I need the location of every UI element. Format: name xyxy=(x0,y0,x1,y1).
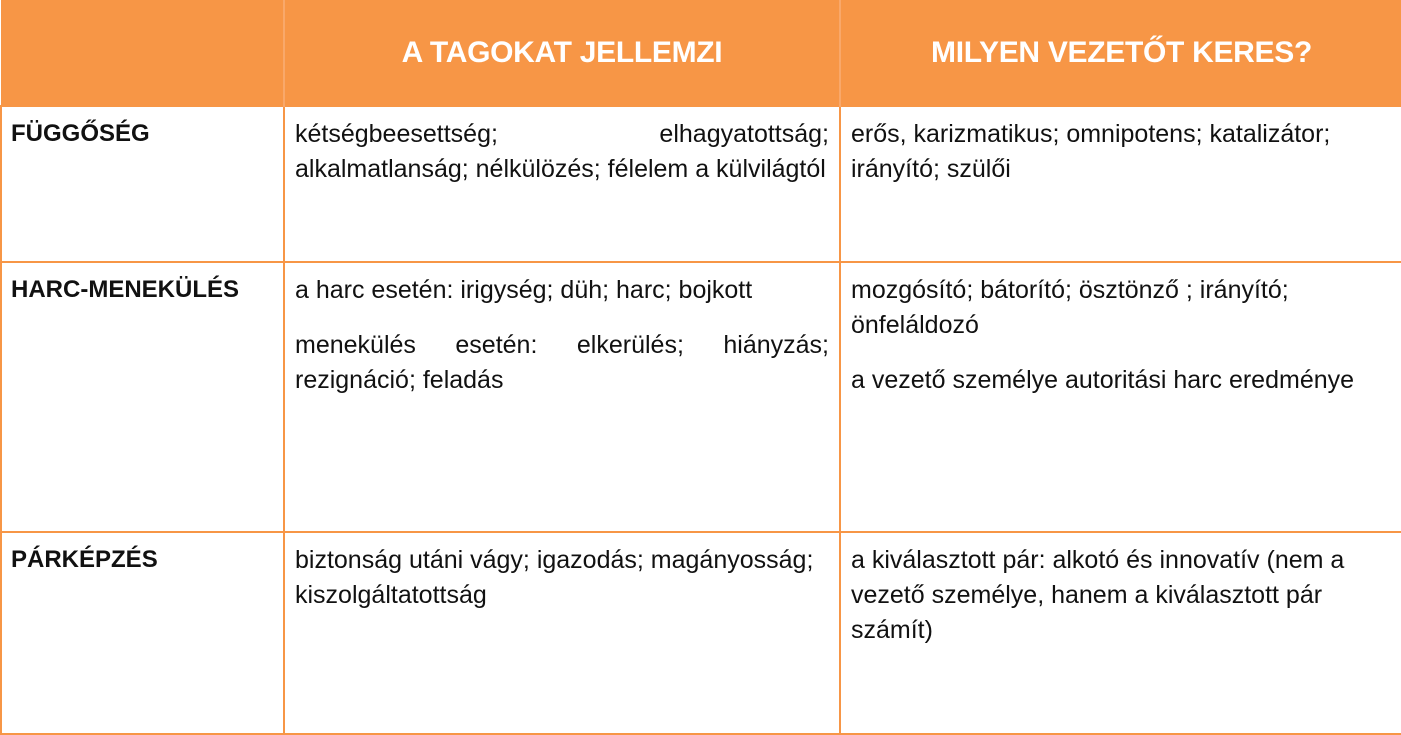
cell-text: mozgósító; bátorító; ösztönző ; irányító; önfeláldozó xyxy=(851,276,1289,339)
table-row-fight-flight xyxy=(1,262,1401,532)
cell-text: a kiválasztott pár: alkotó és innovatív (nem a vezető személye, hanem a kiválasztott pár számít) xyxy=(851,546,1345,644)
cell-fight-flight-members xyxy=(284,262,840,532)
row-label-fight-flight: HARC-MENEKÜLÉS xyxy=(1,262,284,532)
cell-text: biztonság utáni vágy; igazodás; magányosság; kiszolgáltatottság xyxy=(295,546,814,609)
table-row-pairing xyxy=(1,532,1401,734)
row-label-pairing: PÁRKÉPZÉS xyxy=(1,532,284,734)
table-row-dependency xyxy=(1,106,1401,262)
cell-pairing-members xyxy=(284,532,840,734)
cell-fight-flight-leader xyxy=(840,262,1401,532)
cell-text: erős, karizmatikus; omnipotens; katalizátor; irányító; szülői xyxy=(851,120,1331,183)
table-header-row xyxy=(1,0,1401,106)
row-label-dependency: FÜGGŐSÉG xyxy=(1,106,284,262)
cell-dependency-members xyxy=(284,106,840,262)
header-members-characteristics: A TAGOKAT JELLEMZI xyxy=(284,0,840,106)
header-leader-sought: MILYEN VEZETŐT KERES? xyxy=(840,0,1401,106)
cell-text: kétségbeesettség; elhagyatottság; alkalmatlanság; nélkülözés; félelem a külvilágtól xyxy=(295,120,829,183)
cell-dependency-leader xyxy=(840,106,1401,262)
header-empty-cell xyxy=(1,0,284,106)
cell-text: menekülés esetén: elkerülés; hiányzás; rezignáció; feladás xyxy=(295,331,829,394)
cell-pairing-leader xyxy=(840,532,1401,734)
cell-text: a vezető személye autoritási harc eredménye xyxy=(851,366,1355,394)
cell-text: a harc esetén: irigység; düh; harc; bojkott xyxy=(295,276,753,304)
